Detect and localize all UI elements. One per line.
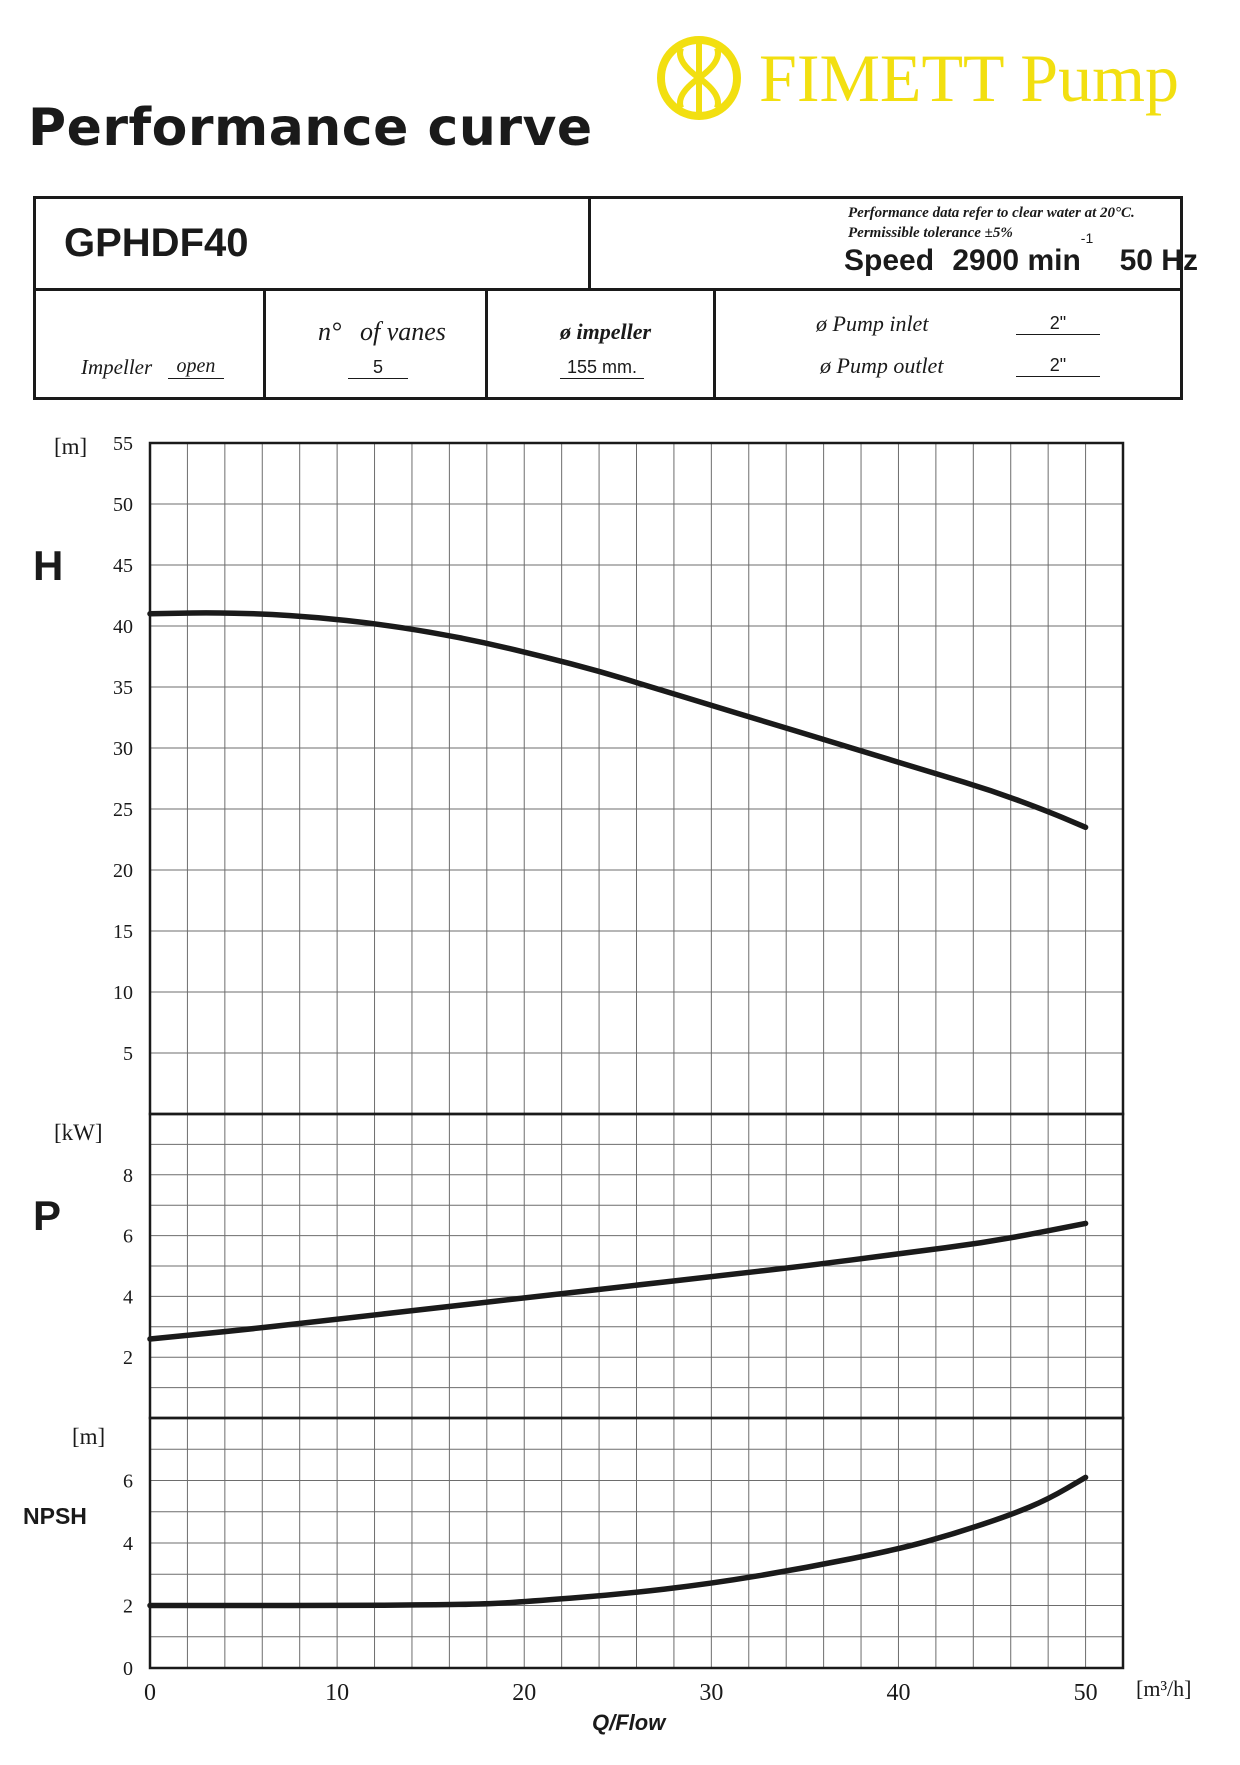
vanes-value: 5 <box>348 357 408 379</box>
impeller-diameter-value: 155 mm. <box>560 357 644 379</box>
y-tick-label-npsh: 6 <box>123 1470 133 1493</box>
vanes-n: n° <box>318 317 342 346</box>
y-tick-label-h: 55 <box>113 433 133 455</box>
pump-inlet-value: 2" <box>1016 313 1100 335</box>
frequency-value: 50 Hz <box>1119 244 1198 277</box>
y-tick-label-h: 20 <box>113 860 133 882</box>
x-tick-label: 40 <box>886 1680 911 1706</box>
y-tick-label-p: 4 <box>123 1286 133 1309</box>
impeller-diameter-label: ø impeller <box>560 319 652 344</box>
y-tick-label-npsh: 4 <box>123 1533 133 1555</box>
pump-outlet-label: ø Pump outlet <box>820 353 944 378</box>
speed-label: Speed <box>844 244 935 277</box>
x-axis-title: Q/Flow <box>592 1710 666 1735</box>
y-tick-label-h: 45 <box>113 555 133 577</box>
speed-exponent: -1 <box>1080 230 1094 246</box>
performance-note-tolerance: Permissible tolerance ±5% <box>848 225 1013 241</box>
pump-outlet-value: 2" <box>1016 355 1100 377</box>
series-line-p <box>150 1223 1086 1339</box>
y-unit-label-h: [m] <box>54 434 88 459</box>
y-tick-label-h: 35 <box>113 677 133 699</box>
y-tick-label-h: 40 <box>113 616 133 638</box>
x-tick-label: 10 <box>325 1680 350 1706</box>
model-name: GPHDF40 <box>64 221 249 265</box>
y-tick-label-p: 6 <box>123 1225 133 1248</box>
speed-value: 2900 min <box>952 244 1081 277</box>
y-unit-label-npsh: [m] <box>72 1424 106 1449</box>
y-tick-label-h: 25 <box>113 799 133 821</box>
panel-letter-h: H <box>33 542 64 589</box>
x-tick-label: 50 <box>1073 1680 1098 1706</box>
y-tick-label-p: 8 <box>123 1164 133 1187</box>
panel-letter-npsh: NPSH <box>23 1503 87 1529</box>
vanes-label: of vanes <box>360 317 446 346</box>
impeller-label: Impeller <box>81 355 153 379</box>
impeller-value: open <box>168 355 224 379</box>
brand-name: FIMETT Pump <box>759 40 1180 116</box>
page-title: Performance curve <box>28 98 593 158</box>
y-tick-label-npsh: 2 <box>123 1595 133 1618</box>
pump-inlet-label: ø Pump inlet <box>816 311 929 336</box>
series-line-h <box>150 613 1086 827</box>
y-tick-label-h: 50 <box>113 494 133 516</box>
y-tick-label-h: 15 <box>113 921 133 943</box>
performance-note-water: Performance data refer to clear water at 20°C. <box>848 205 1135 221</box>
y-unit-label-p: [kW] <box>54 1120 103 1145</box>
y-tick-label-h: 10 <box>113 982 133 1004</box>
x-tick-label: 0 <box>144 1680 156 1706</box>
x-axis-unit: [m³/h] <box>1136 1676 1192 1701</box>
x-tick-label: 20 <box>512 1680 537 1706</box>
x-tick-label: 30 <box>699 1680 724 1706</box>
series-line-npsh <box>150 1477 1086 1605</box>
y-tick-label-h: 30 <box>113 738 133 760</box>
panel-letter-p: P <box>33 1192 62 1239</box>
y-tick-label-npsh: 0 <box>123 1658 133 1680</box>
y-tick-label-p: 2 <box>123 1347 133 1370</box>
y-tick-label-h: 5 <box>123 1043 133 1065</box>
